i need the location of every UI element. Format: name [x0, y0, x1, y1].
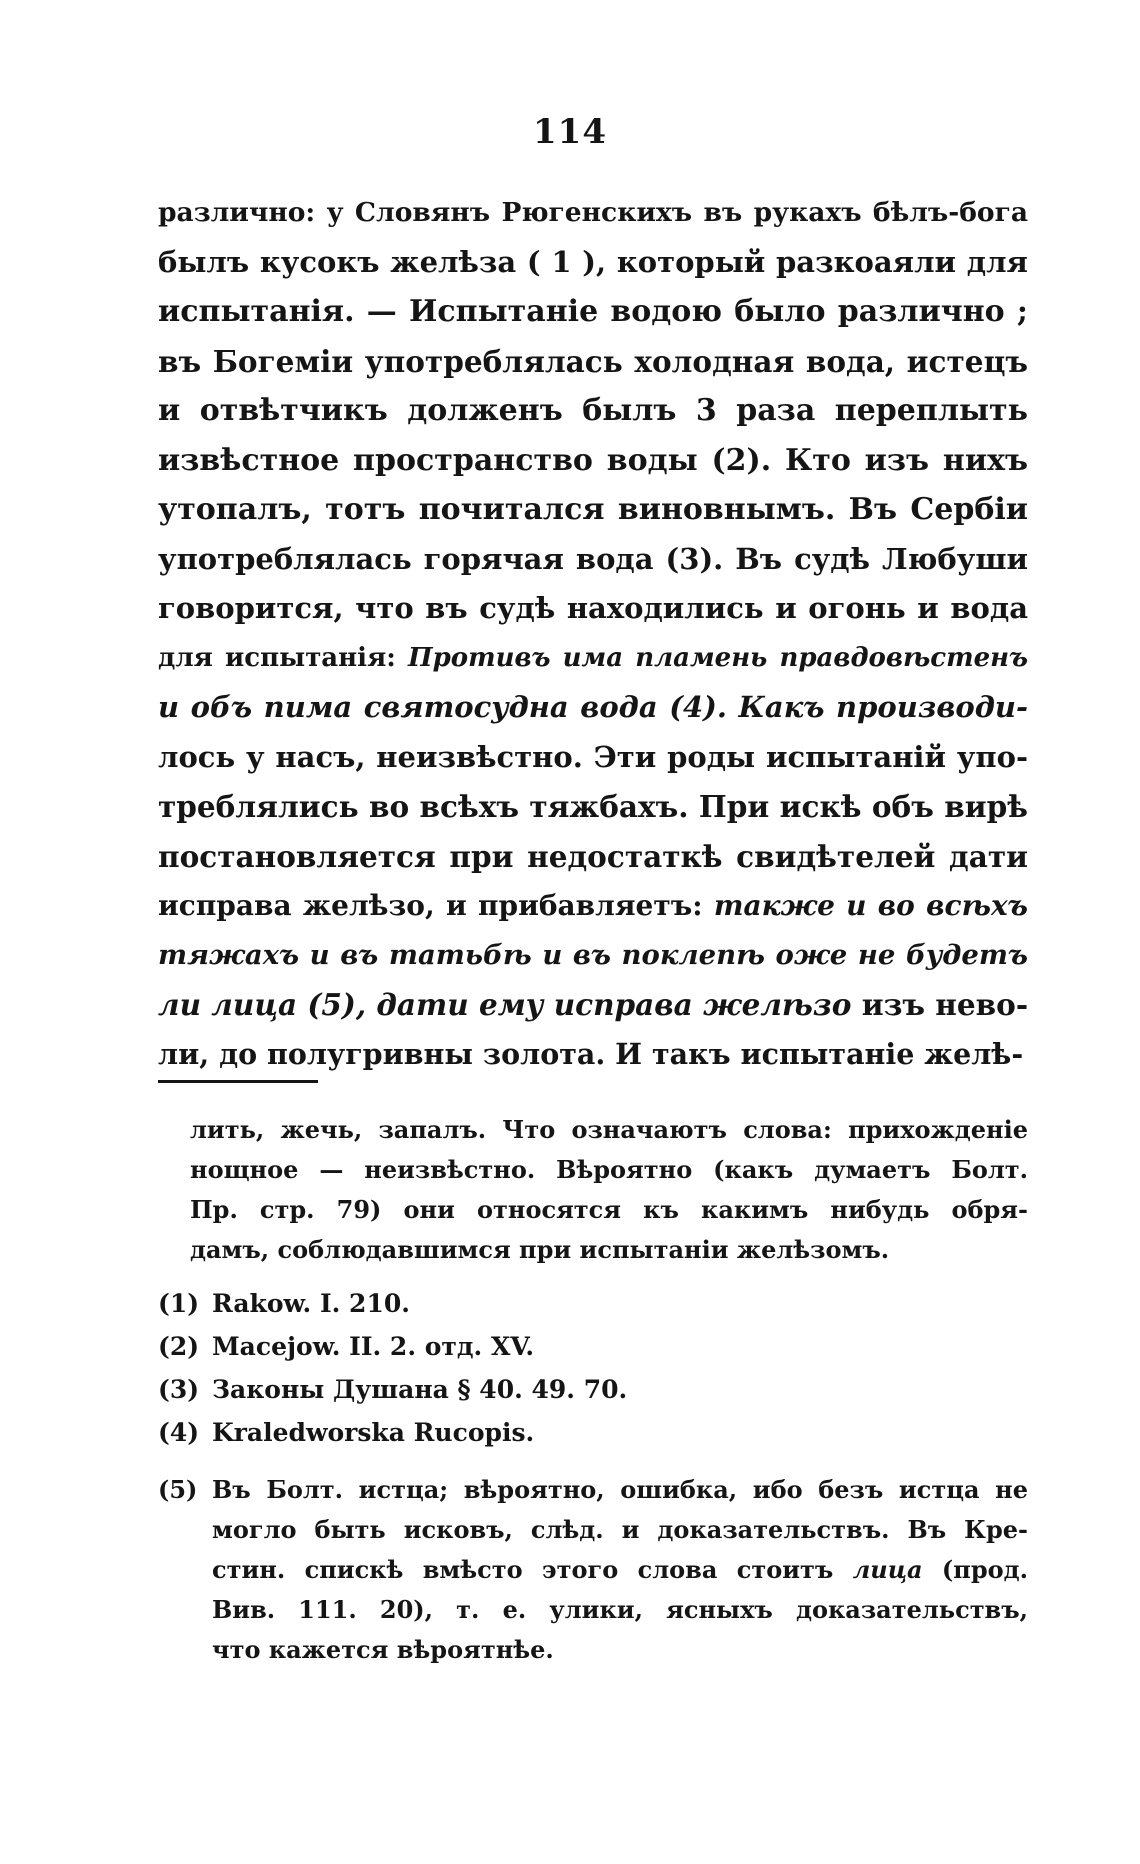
footnote-continuation [158, 1110, 1028, 1270]
text-line [158, 881, 1028, 931]
footnote-text: стин. спискѣ вмѣсто этого слова стоитъ [212, 1555, 853, 1584]
text-line: и отвѣтчикъ долженъ былъ 3 раза переплыть [158, 393, 1028, 428]
italic-quote: Противъ има пламень правдовѣстенъ [408, 642, 1028, 673]
footnote-reference [158, 1282, 1028, 1325]
footnote-text: Законы Душана § 40. 49. 70. [212, 1375, 628, 1404]
footnote-reference [158, 1325, 1028, 1368]
footnote-rule [158, 1080, 318, 1083]
text-line: треблялись во всѣхъ тяжбахъ. При искѣ объ вирѣ [158, 789, 1028, 824]
footnote-line: могло быть исковъ, слѣд. и доказательствъ. Въ Кре- [212, 1515, 1028, 1544]
text-line: постановляется при недостаткѣ свидѣтелей дати [158, 838, 1028, 874]
italic-quote: ли лица (5), дати ему исправа желѣзо [158, 987, 852, 1022]
footnote-line: нощное — неизвѣстно. Вѣроятно (какъ думаетъ Болт. [190, 1155, 1028, 1184]
text-line: утопалъ, тотъ почитался виновнымъ. Въ Сербіи [158, 492, 1028, 527]
text-line [158, 634, 1028, 684]
italic-quote: тяжахъ и въ татьбѣ и въ поклепѣ оже не будетъ [158, 938, 1028, 971]
footnote-line: дамъ, соблюдавшимся при испытаніи желѣзомъ. [190, 1235, 890, 1264]
footnote-line: что кажется вѣроятнѣе. [212, 1635, 554, 1664]
footnote-number: (2) [158, 1332, 200, 1361]
footnote-5 [158, 1470, 1028, 1670]
footnote-line [158, 1550, 1028, 1590]
italic-quote: также и во всѣхъ [713, 889, 1029, 922]
italic-word: лица [852, 1555, 923, 1584]
text-line: въ Богеміи употреблялась холодная вода, истецъ [158, 343, 1028, 379]
text-line: говорится, что въ судѣ находились и огонь и вода [158, 591, 1028, 625]
text-line: ли, до полугривны золота. И такъ испытаніе желѣ- [158, 1036, 1024, 1071]
text-line: испытанія. — Испытаніе водою было различно ; [158, 294, 1028, 329]
footnote-reference [158, 1368, 1028, 1411]
footnote-number: (5) [158, 1475, 198, 1504]
text-line [158, 683, 1028, 733]
page-number: 114 [533, 112, 607, 152]
footnote-text: Rakow. I. 210. [212, 1289, 410, 1318]
text-line: лось у насъ, неизвѣстно. Эти роды испытаній упо- [158, 739, 1028, 774]
footnote-line: Вив. 111. 20), т. е. улики, ясныхъ доказательствъ, [212, 1595, 1028, 1624]
text-line: извѣстное пространство воды (2). Кто изъ нихъ [158, 442, 1028, 478]
footnote-line: лить, жечь, запалъ. Что означаютъ слова: прихожденіе [190, 1115, 1028, 1144]
footnote-number: (4) [158, 1418, 200, 1447]
text-segment: исправа желѣзо, и прибавляетъ: [158, 889, 714, 922]
text-line: былъ кусокъ желѣза ( 1 ), который разкоаяли для [158, 244, 1028, 279]
main-text [158, 188, 1028, 1079]
text-line [158, 980, 1028, 1030]
footnote-line [158, 1470, 1028, 1510]
text-segment: изъ нево- [851, 987, 1029, 1022]
footnote-number: (1) [158, 1289, 200, 1318]
footnote-number: (3) [158, 1375, 200, 1404]
footnote-text: Kraledworska Rucopis. [212, 1418, 535, 1447]
footnote-text: Macejow. II. 2. отд. XV. [212, 1332, 535, 1361]
footnote-line: Пр. стр. 79) они относятся къ какимъ нибудь обря- [190, 1195, 1028, 1224]
footnote-text: (прод. [922, 1555, 1028, 1584]
footnote-text: Въ Болт. истца; вѣроятно, ошибка, ибо безъ истца не [212, 1475, 1028, 1504]
italic-quote: и объ пима святосудна вода (4). Какъ производи- [158, 690, 1028, 724]
footnote-references [158, 1282, 1028, 1454]
text-line [158, 931, 1028, 981]
text-segment: для испытанія: [158, 642, 408, 673]
text-line: употреблялась горячая вода (3). Въ судѣ Любуши [158, 541, 1028, 576]
footnote-reference [158, 1411, 1028, 1454]
text-line: различно: у Словянъ Рюгенскихъ въ рукахъ бѣлъ-бога [158, 197, 1028, 228]
